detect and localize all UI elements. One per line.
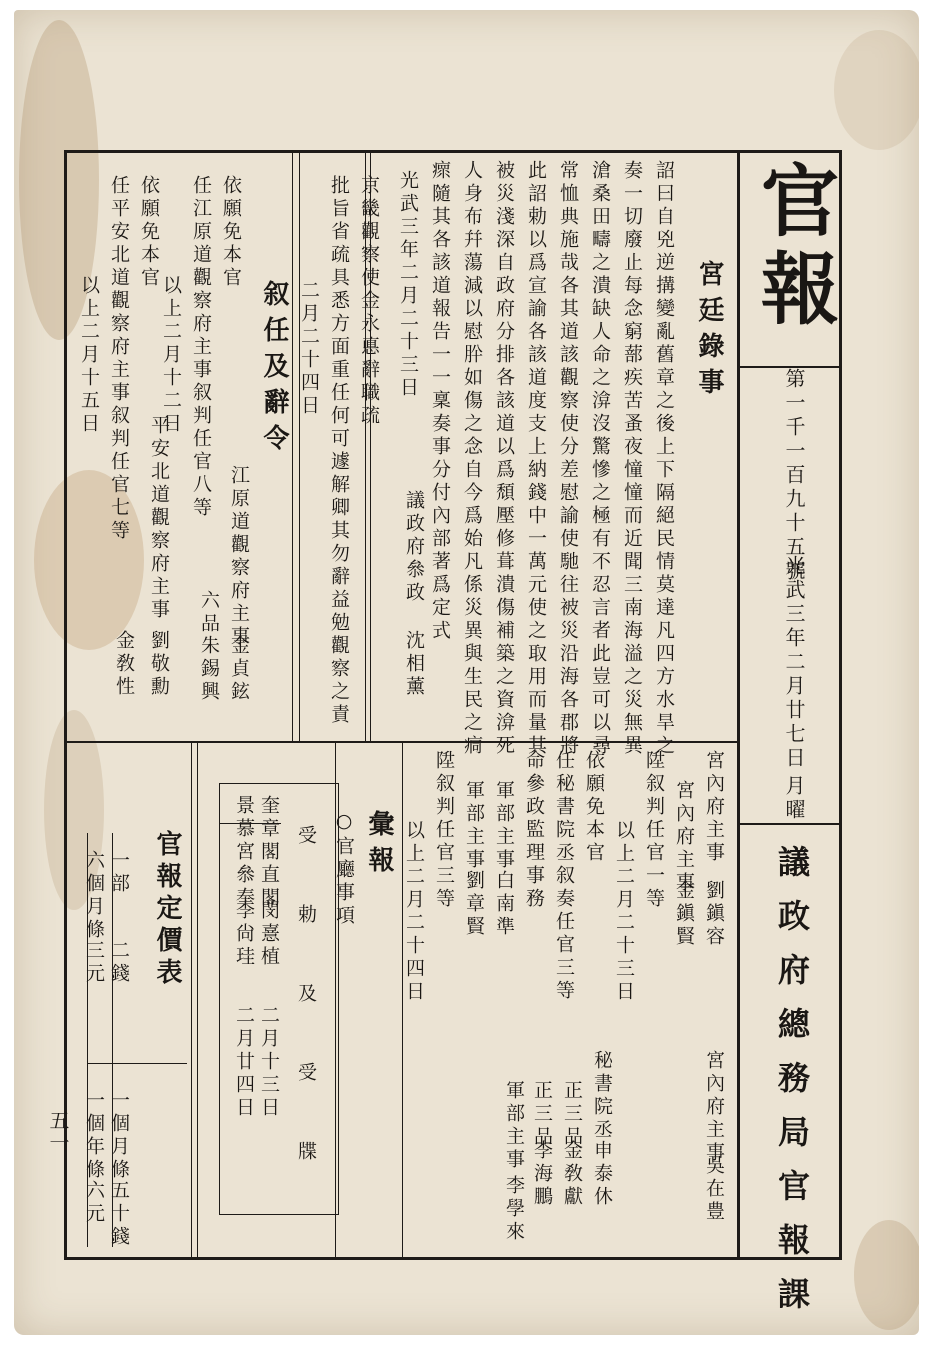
edict-line: 常恤典施哉各其道該觀察使分差慰諭使馳往被災沿海各郡將 (557, 160, 579, 758)
appointment-date: 以上二月十五日 (78, 275, 100, 436)
appointment-reason: 依願免本官 (220, 175, 242, 290)
promotion: 陞叙判任官三等 (433, 750, 455, 911)
issue-date: 光武三年二月廿七日 (782, 555, 806, 771)
resignation-title: 京畿觀察使金永悳辭職疏 (358, 175, 380, 428)
official-title: 宮內府主事 (703, 1050, 725, 1165)
official-title: 平安北道觀察府主事 (148, 415, 170, 622)
publisher: 議政府總務局官報課 (773, 845, 811, 1331)
official-name: 金敎性 (113, 630, 135, 699)
edict-line: 被災淺深自政府分排各該道以爲頹壓修葺潰傷補築之資渰死 (493, 160, 515, 758)
page-number: 五一 (46, 1110, 70, 1154)
appointment-position: 任平安北道觀察府主事叙判任官七等 (108, 175, 130, 543)
edict-line: 此詔勅以爲宣諭各該道度支上納錢中一萬元使之取用而量其 (525, 160, 547, 758)
edict-line: 人身布幷蕩減以慰肸如傷之念自今爲始凡係災異與生民之痌 (461, 160, 483, 758)
price-value: 二錢 (108, 940, 130, 986)
official-rank: 正三品 (531, 1080, 553, 1149)
official-name: 白南準 (493, 870, 515, 939)
report-item: ○官廳事項 (333, 810, 355, 928)
official-name: 劉章賢 (463, 870, 485, 939)
resignation-reply: 批旨省疏具悉方面重任何可遽解卿其勿辭益勉觀察之責 (328, 175, 350, 727)
price-value: 六元 (83, 1180, 105, 1226)
appointment-position: 任江原道觀察府主事叙判任官八等 (190, 175, 212, 520)
weekday: 月曜 (782, 775, 806, 823)
price-period: 六個月條 (83, 850, 105, 942)
official-name: 金貞鉉 (228, 635, 250, 704)
edict-line: 瘝隨其各該道報告一一稟奏事分付內部著爲定式 (429, 160, 451, 643)
official-title: 宮內府主事 (703, 750, 725, 865)
signer-title: 議政府叅政 (403, 490, 425, 605)
report-date: 二月廿四日 (233, 1005, 255, 1120)
official-name: 李海鵬 (531, 1140, 553, 1209)
newspaper-title: 官報 (748, 160, 839, 336)
section-heading-reports: 彙報 (364, 810, 394, 882)
report-name: 閔憙植 (258, 900, 280, 969)
reports-subheading: 受勅及受牒 (295, 825, 317, 1220)
official-name: 李學來 (503, 1175, 525, 1244)
report-name: 李尙珪 (233, 900, 255, 969)
edict-line: 詔曰自兇逆搆變亂舊章之後上下隔絕民情莫達凡四方水旱之 (653, 160, 675, 758)
appointment-reason: 依願免本官 (138, 175, 160, 290)
report-office: 奎章閣直閣 (258, 795, 280, 910)
section-heading-appointments: 叙任及辭令 (259, 280, 289, 460)
official-name: 吳在豊 (703, 1155, 725, 1224)
edict-date: 光武三年二月二十三日 (397, 170, 419, 400)
official-title: 軍部主事 (463, 780, 485, 872)
price-period: 一部 (108, 850, 130, 896)
price-value: 五十錢 (108, 1180, 130, 1249)
official-name: 劉鎭容 (703, 880, 725, 949)
official-title: 秘書院丞 (591, 1050, 613, 1142)
official-rank: 正三品 (561, 1080, 583, 1149)
price-period: 一個月條 (108, 1090, 130, 1182)
promotion-date: 以上二月二十三日 (613, 820, 635, 1004)
official-name: 金鎭賢 (673, 880, 695, 949)
official-title: 江原道觀察府主事 (228, 465, 250, 649)
section-heading-court-record: 宮廷錄事 (694, 260, 724, 404)
official-name: 申泰休 (591, 1140, 613, 1209)
official-title: 宮內府主事 (673, 780, 695, 895)
promotion: 陞叙判任官一等 (643, 750, 665, 911)
report-office: 景慕宮叅奉 (233, 795, 255, 910)
order: 命參政監理事務 (523, 750, 545, 911)
official-name: 劉敬勳 (148, 630, 170, 699)
appointment-date: 以上二月十二日 (160, 275, 182, 436)
official-rank: 六品 (198, 590, 220, 636)
edict-line: 奏一切廢止每念窮蔀疾苦蚤夜憧憧而近聞三南海溢之災無異 (621, 160, 643, 758)
official-title: 軍部主事 (493, 780, 515, 872)
issue-number: 第一千一百九十五號 (782, 368, 806, 584)
newspaper-sheet (14, 10, 919, 1335)
official-title: 軍部主事 (503, 1080, 525, 1172)
resignation-date: 二月二十四日 (298, 280, 320, 418)
price-period: 一個年條 (83, 1090, 105, 1182)
promotion-date: 以上二月二十四日 (403, 820, 425, 1004)
official-name: 金敎獻 (561, 1140, 583, 1209)
appointment: 任秘書院丞叙奏任官三等 (553, 750, 575, 1003)
signer-name: 沈相薰 (403, 630, 425, 699)
price-value: 三元 (83, 940, 105, 986)
dismissal: 依願免本官 (583, 750, 605, 865)
official-name: 朱錫興 (198, 635, 220, 704)
report-date: 二月十三日 (258, 1005, 280, 1120)
edict-line: 滄桑田疇之潰缺人命之渰沒驚慘之極有不忍言者此豈可以尋 (589, 160, 611, 758)
price-table-heading: 官報定價表 (152, 830, 182, 990)
